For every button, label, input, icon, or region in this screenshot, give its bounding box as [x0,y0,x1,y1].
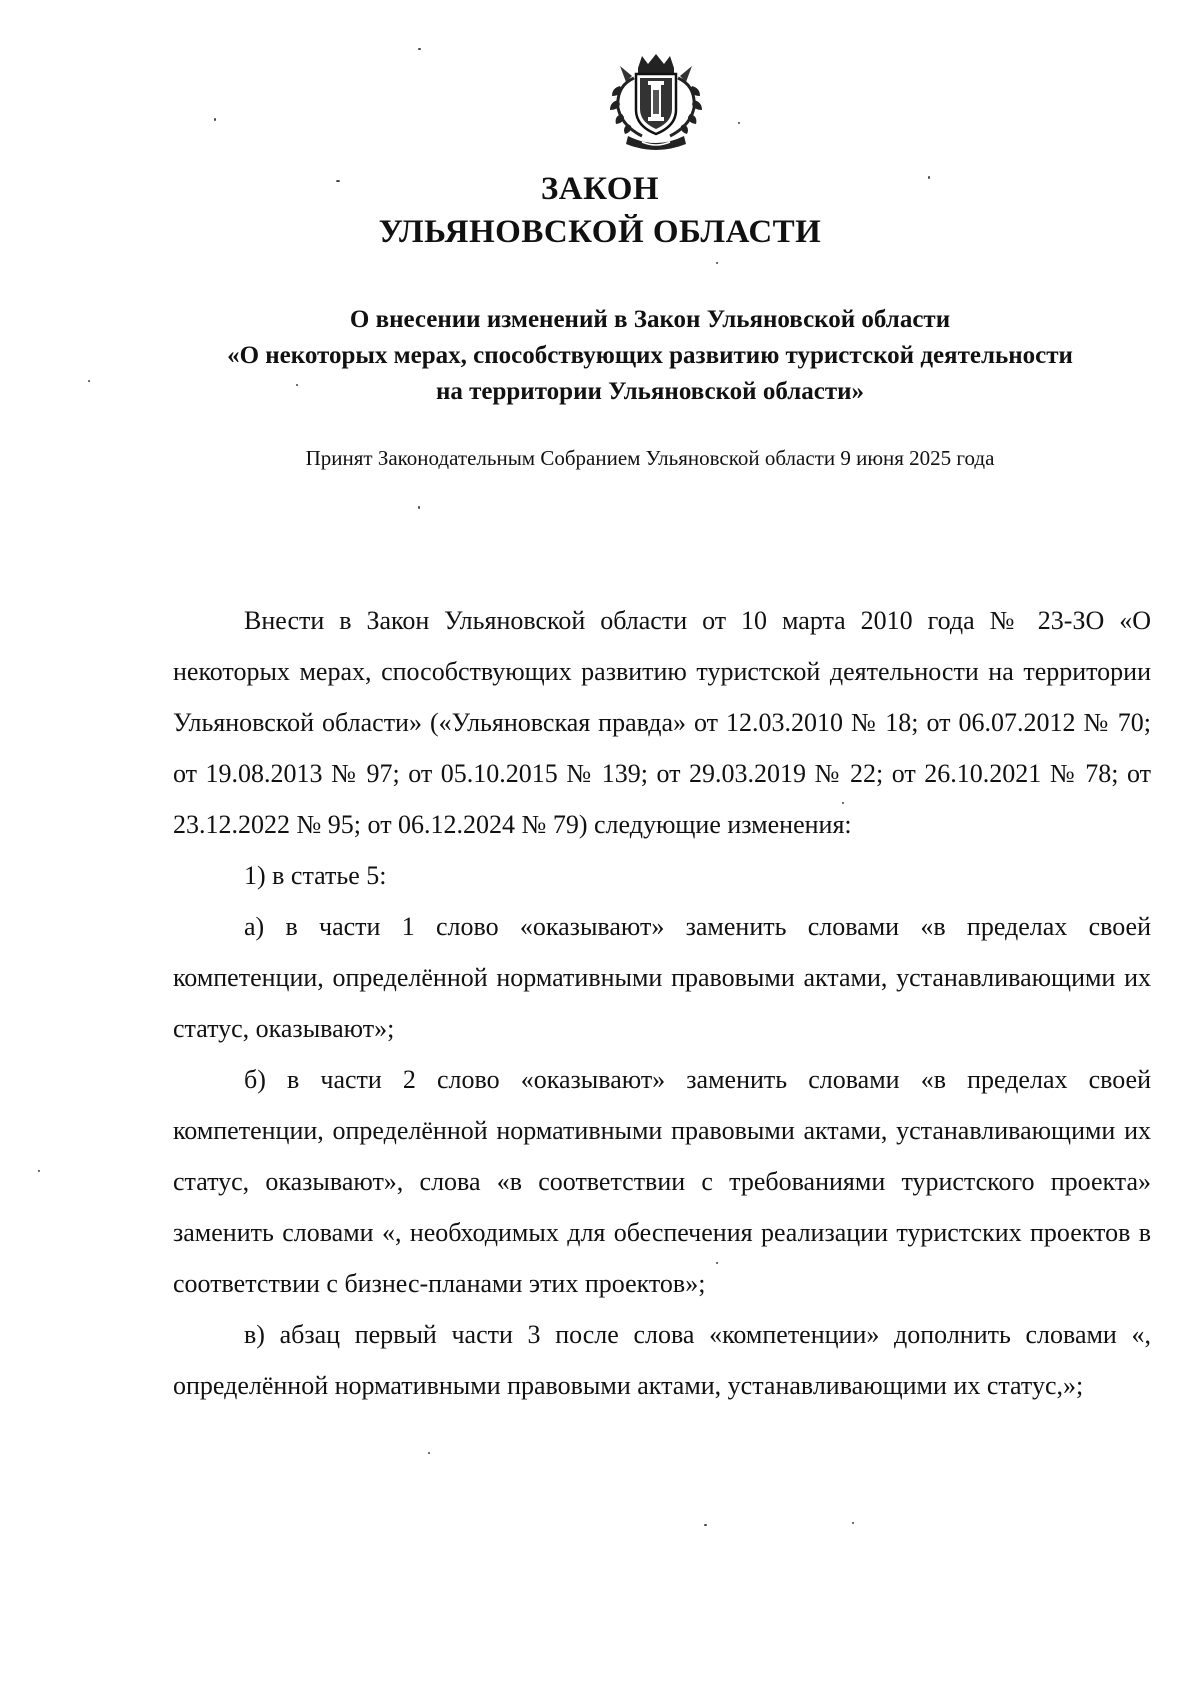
ulyanovsk-coat-of-arms-icon [598,52,714,154]
scan-speck [336,180,340,182]
paragraph-item-b: б) в части 2 слово «оказывают» заменить словами «в пределах своей компетенции, определённой нормативными правовыми актами, устанавливающими их статус, оказывают», слова «в соответствии с требованиями туристского проекта» заменить словами «, необходимых для обеспечения реализации туристских проектов в соответствии с бизнес-планами этих проектов»; [173,1065,1151,1298]
law-subject-line2: «О некоторых мерах, способствующих развитию туристской деятельности [227,342,1073,369]
scan-speck [738,122,740,124]
law-body [173,595,1151,1411]
scan-speck [428,1452,430,1454]
adoption-note: Принят Законодательным Собранием Ульяновской области 9 июня 2025 года [305,446,995,470]
scan-speck [716,262,718,264]
scan-speck [88,380,90,382]
law-subject-line1: О внесении изменений в Закон Ульяновской области [349,306,951,333]
scan-speck [842,802,844,804]
law-subject-line3: на территории Ульяновской области» [435,378,865,405]
scan-speck [852,1522,854,1524]
scan-speck [296,384,298,386]
law-subject [150,302,1150,410]
scan-speck [38,1170,40,1172]
law-title-line1: ЗАКОН [540,171,660,207]
scan-speck [716,1262,718,1264]
law-title-line2: УЛЬЯНОВСКОЙ ОБЛАСТИ [378,214,822,250]
scan-speck [418,48,421,50]
paragraph-preamble: Внести в Закон Ульяновской области от 10 марта 2010 года № 23-ЗО «О некоторых мерах, способствующих развитию туристской деятельности на территории Ульяновской области» («Ульяновская правда» от 12.03.2010 № 18; от 06.07.2012 № 70; от 19.08.2013 № 97; от 05.10.2015 № 139; от 29.03.2019 № 22; от 26.10.2021 № 78; от 23.12.2022 № 95; от 06.12.2024 № 79) следующие изменения: [173,606,1151,839]
paragraph-article-5: 1) в статье 5: [244,861,387,890]
paragraph-item-a: а) в части 1 слово «оказывают» заменить словами «в пределах своей компетенции, определённой нормативными правовыми актами, устанавливающими их статус, оказывают»; [173,912,1151,1043]
law-title [0,168,1200,254]
scan-speck [418,506,420,509]
paragraph-item-v: в) абзац первый части 3 после слова «компетенции» дополнить словами «, определённой нормативными правовыми актами, устанавливающими их статус,»; [173,1320,1151,1400]
scan-speck [928,176,930,179]
scan-speck [214,118,216,121]
scan-speck [704,1524,707,1526]
